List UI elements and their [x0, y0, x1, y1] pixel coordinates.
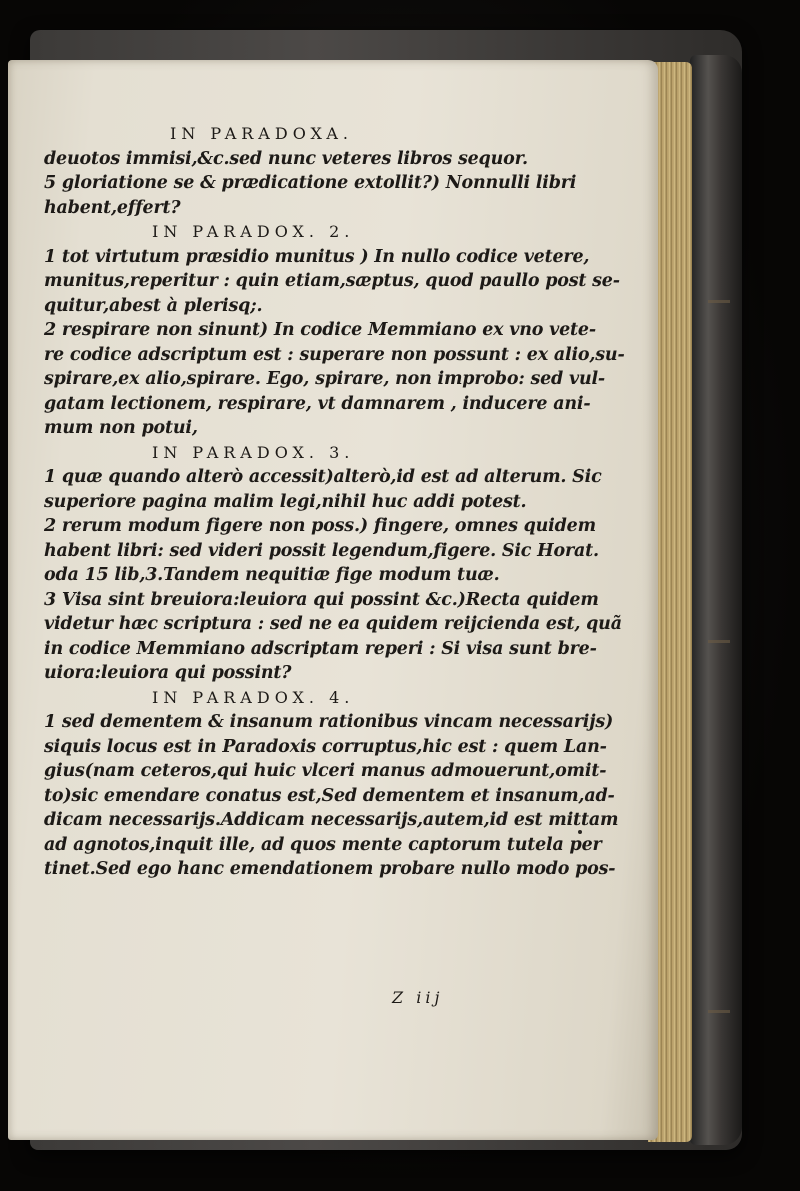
text-line: gatam lectionem, respirare, vt damnarem , inducere ani- [44, 393, 591, 414]
text-line: siquis locus est in Paradoxis corruptus,hic est : quem Lan- [44, 736, 607, 757]
text-line: deuotos immisi,&c.sed nunc veteres libros sequor. [44, 148, 528, 169]
text-line: spirare,ex alio,spirare. Ego, spirare, non improbo: sed vul- [44, 369, 605, 389]
section-heading: IN PARADOX. 2. [152, 222, 355, 241]
text-line: re codice adscriptum est : superare non possunt : ex alio,su- [44, 344, 625, 365]
ink-speck [578, 830, 582, 834]
page-text [44, 122, 625, 882]
text-line: 2 respirare non sinunt) In codice Memmiano ex vno vete- [44, 320, 596, 340]
text-line: gius(nam ceteros,qui huic vlceri manus admouerunt,omit- [44, 761, 607, 781]
book-page [8, 60, 658, 1140]
text-line: 2 rerum modum figere non poss.) fingere, omnes quidem [44, 516, 596, 536]
text-line: tinet.Sed ego hanc emendationem probare nullo modo pos- [44, 859, 616, 879]
text-line: quitur,abest à plerisq;. [44, 295, 263, 316]
text-line: 5 gloriatione se & prædicatione extollit?) Nonnulli libri [44, 173, 577, 193]
spine-mark [708, 1010, 730, 1013]
text-line: habent libri: sed videri possit legendum,figere. Sic Horat. [44, 540, 599, 561]
text-line: oda 15 lib,3.Tandem nequitiæ fige modum tuæ. [44, 565, 500, 585]
text-line: in codice Memmiano adscriptam reperi : Si visa sunt bre- [44, 638, 597, 659]
section-heading: IN PARADOX. 4. [152, 687, 355, 707]
text-line: 1 sed dementem & insanum rationibus vincam necessarijs) [44, 712, 614, 732]
text-line: dicam necessarijs.Addicam necessarijs,autem,id est mittam [44, 810, 619, 830]
text-line: munitus,reperitur : quin etiam,sæptus, quod paullo post se- [44, 271, 620, 291]
text-line: to)sic emendare conatus est,Sed dementem et insanum,ad- [44, 785, 615, 806]
spine-mark [708, 300, 730, 303]
section-heading: IN PARADOX. 3. [152, 442, 355, 462]
text-line: 1 quæ quando alterò accessit)alterò,id est ad alterum. Sic [44, 467, 602, 487]
text-line: habent,effert? [44, 197, 181, 218]
book-spine [690, 55, 742, 1145]
text-line: mum non potui, [44, 418, 198, 438]
text-line: uiora:leuiora qui possint? [44, 663, 292, 683]
text-line: 1 tot virtutum præsidio munitus ) In nullo codice vetere, [44, 246, 590, 267]
text-line: 3 Visa sint breuiora:leuiora qui possint &c.)Recta quidem [44, 589, 599, 610]
text-line: ad agnotos,inquit ille, ad quos mente captorum tutela per [44, 834, 602, 855]
text-line: superiore pagina malim legi,nihil huc addi potest. [44, 491, 527, 512]
text-line: videtur hæc scriptura : sed ne ea quidem reijcienda est, quã [44, 614, 622, 634]
signature-mark: Z iij [392, 988, 444, 1007]
section-heading: IN PARADOXA. [170, 124, 353, 143]
spine-mark [708, 640, 730, 643]
